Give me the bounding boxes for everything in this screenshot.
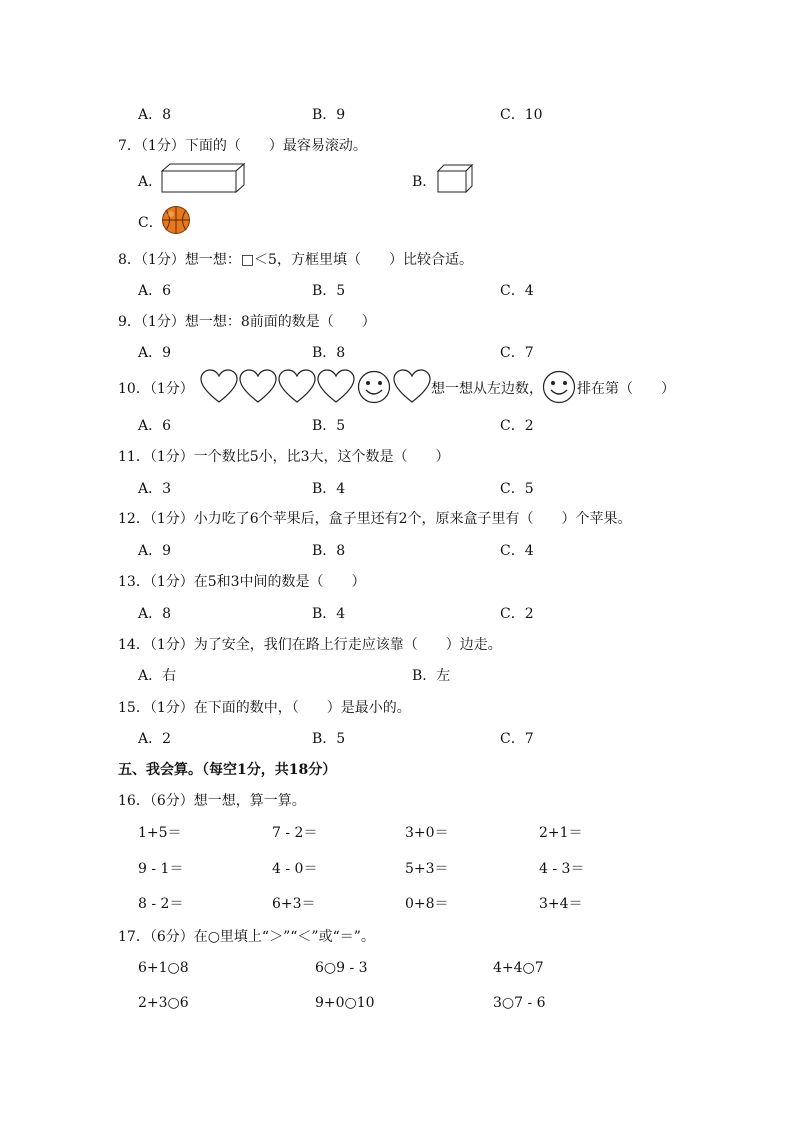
heart-icon bbox=[200, 369, 238, 405]
q14-option-a: A．右 bbox=[138, 668, 177, 684]
q14-stem: 14．（1分）为了安全，我们在路上行走应该靠（ ）边走。 bbox=[118, 637, 502, 653]
q8-option-b: B．5 bbox=[312, 283, 346, 299]
q16-expression: 7 - 2＝ bbox=[272, 825, 318, 841]
q7-option-a: A． bbox=[138, 174, 163, 190]
q10-option-c: C．2 bbox=[500, 418, 534, 434]
q16-expression: 4 - 3＝ bbox=[539, 861, 585, 877]
q7-option-c: C． bbox=[138, 215, 163, 231]
q16-expression: 1+5＝ bbox=[138, 825, 182, 841]
q16-expression: 4 - 0＝ bbox=[272, 861, 318, 877]
q13-option-a: A．8 bbox=[138, 606, 172, 622]
q17-comparison: 3○7 - 6 bbox=[493, 995, 546, 1011]
q8-option-a: A．6 bbox=[138, 283, 172, 299]
heart-icon bbox=[239, 369, 277, 405]
q10-text2: 排在第（ ） bbox=[577, 381, 675, 397]
q16-expression: 3+0＝ bbox=[405, 825, 449, 841]
q17-comparison: 6+1○8 bbox=[138, 960, 189, 976]
q10-option-a: A．6 bbox=[138, 418, 172, 434]
q9-option-b: B．8 bbox=[312, 345, 346, 361]
heart-icon bbox=[317, 369, 355, 405]
q15-option-a: A．2 bbox=[138, 731, 172, 747]
q16-expression: 6+3＝ bbox=[272, 896, 316, 912]
q17-comparison: 6○9 - 3 bbox=[315, 960, 368, 976]
q11-option-a: A．3 bbox=[138, 481, 172, 497]
q16-stem: 16．（6分）想一想，算一算。 bbox=[118, 793, 306, 809]
q17-comparison: 4+4○7 bbox=[493, 960, 544, 976]
cube-icon bbox=[436, 163, 476, 195]
q16-expression: 2+1＝ bbox=[539, 825, 583, 841]
q13-option-b: B．4 bbox=[312, 606, 346, 622]
q10-text1: 想一想从左边数， bbox=[431, 381, 543, 397]
smiley-icon bbox=[542, 370, 576, 404]
heart-icon bbox=[278, 369, 316, 405]
q16-expression: 8 - 2＝ bbox=[138, 896, 184, 912]
section-title: 五、我会算。（每空1分，共18分） bbox=[118, 762, 337, 778]
q16-expression: 0+8＝ bbox=[405, 896, 449, 912]
q12-option-a: A．9 bbox=[138, 543, 172, 559]
q6-option-c: C．10 bbox=[500, 107, 543, 123]
q17-comparison: 9+0○10 bbox=[315, 995, 375, 1011]
q12-option-b: B．8 bbox=[312, 543, 346, 559]
q8-stem: 8．（1分）想一想：□＜5，方框里填（ ）比较合适。 bbox=[118, 252, 473, 268]
heart-icon bbox=[393, 369, 431, 405]
q16-expression: 5+3＝ bbox=[405, 861, 449, 877]
q9-option-a: A．9 bbox=[138, 345, 172, 361]
q11-option-b: B．4 bbox=[312, 481, 346, 497]
q10-option-b: B．5 bbox=[312, 418, 346, 434]
basketball-icon bbox=[161, 205, 191, 235]
cuboid-icon bbox=[160, 162, 250, 194]
q8-option-c: C．4 bbox=[500, 283, 534, 299]
q6-option-b: B．9 bbox=[312, 107, 346, 123]
q16-expression: 9 - 1＝ bbox=[138, 861, 184, 877]
q13-option-c: C．2 bbox=[500, 606, 534, 622]
q9-option-c: C．7 bbox=[500, 345, 534, 361]
q11-stem: 11．（1分）一个数比5小，比3大，这个数是（ ） bbox=[118, 449, 450, 465]
q11-option-c: C．5 bbox=[500, 481, 534, 497]
q16-expression: 3+4＝ bbox=[539, 896, 583, 912]
q12-stem: 12．（1分）小力吃了6个苹果后，盒子里还有2个，原来盒子里有（ ）个苹果。 bbox=[118, 511, 632, 527]
smiley-icon bbox=[357, 370, 391, 404]
q9-stem: 9．（1分）想一想：8前面的数是（ ） bbox=[118, 314, 376, 330]
q15-option-b: B．5 bbox=[312, 731, 346, 747]
q17-stem: 17．（6分）在○里填上“＞”“＜”或“＝”。 bbox=[118, 929, 375, 945]
q14-option-b: B．左 bbox=[412, 668, 451, 684]
q7-stem: 7．（1分）下面的（ ）最容易滚动。 bbox=[118, 138, 367, 154]
q15-option-c: C．7 bbox=[500, 731, 534, 747]
q15-stem: 15．（1分）在下面的数中，（ ）是最小的。 bbox=[118, 700, 411, 716]
q7-option-b: B． bbox=[412, 174, 437, 190]
q10-prefix: 10．（1分） bbox=[118, 381, 194, 397]
q17-comparison: 2+3○6 bbox=[138, 995, 189, 1011]
q13-stem: 13．（1分）在5和3中间的数是（ ） bbox=[118, 574, 366, 590]
q12-option-c: C．4 bbox=[500, 543, 534, 559]
q6-option-a: A．8 bbox=[138, 107, 172, 123]
